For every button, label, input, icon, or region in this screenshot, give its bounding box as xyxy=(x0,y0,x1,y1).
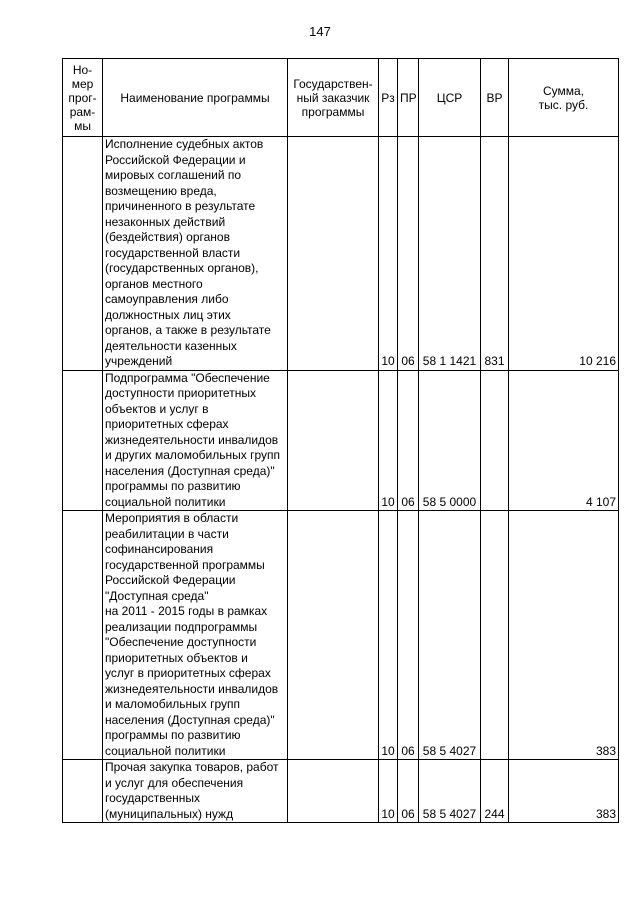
cell-csr: 58 1 1421 xyxy=(419,137,481,371)
page-number: 147 xyxy=(309,24,331,39)
cell-pr: 06 xyxy=(398,760,419,823)
cell-sum: 383 xyxy=(509,760,619,823)
cell-csr: 58 5 4027 xyxy=(419,511,481,760)
cell-pr: 06 xyxy=(398,370,419,511)
cell-csr: 58 5 0000 xyxy=(419,370,481,511)
cell-program-number xyxy=(63,511,103,760)
table-row xyxy=(63,370,619,511)
header-vr: ВР xyxy=(481,59,509,137)
cell-vr: 244 xyxy=(481,760,509,823)
cell-state-customer xyxy=(288,137,379,371)
cell-vr: 831 xyxy=(481,137,509,371)
cell-sum: 383 xyxy=(509,511,619,760)
cell-program-number xyxy=(63,370,103,511)
cell-sum: 4 107 xyxy=(509,370,619,511)
header-rz: Рз xyxy=(379,59,398,137)
cell-program-name: Прочая закупка товаров, работ и услуг для обеспечения государственных (муниципальных) нужд xyxy=(103,760,288,823)
cell-rz: 10 xyxy=(379,370,398,511)
cell-rz: 10 xyxy=(379,760,398,823)
cell-program-name: Исполнение судебных актов Российской Федерации и мировых соглашений по возмещению вреда, причиненного в результате незаконных действий (бездействия) органов государственной власти (государственных органов), органов местного самоуправления либо должностных лиц этих органов, а также в результате деятельности казенных учреждений xyxy=(103,137,288,371)
cell-vr xyxy=(481,370,509,511)
header-csr: ЦСР xyxy=(419,59,481,137)
cell-state-customer xyxy=(288,511,379,760)
cell-pr: 06 xyxy=(398,137,419,371)
cell-program-name: Подпрограмма "Обеспечение доступности приоритетных объектов и услуг в приоритетных сферах жизнедеятельности инвалидов и других маломобильных групп населения (Доступная среда)" программы по развитию социальной политики xyxy=(103,370,288,511)
cell-state-customer xyxy=(288,370,379,511)
cell-csr: 58 5 4027 xyxy=(419,760,481,823)
cell-program-number xyxy=(63,760,103,823)
header-sum: Сумма, тыс. руб. xyxy=(509,59,619,137)
cell-state-customer xyxy=(288,760,379,823)
header-program-name: Наименование программы xyxy=(103,59,288,137)
header-pr: ПР xyxy=(398,59,419,137)
table-row xyxy=(63,511,619,760)
table-row xyxy=(63,760,619,823)
table-row xyxy=(63,137,619,371)
cell-program-name: Мероприятия в области реабилитации в части софинансирования государственной программы Российской Федерации "Доступная среда" на 2011 - 2015 годы в рамках реализации подпрограммы "Обеспечение доступности приоритетных объектов и услуг в приоритетных сферах жизнедеятельности инвалидов и маломобильных групп населения (Доступная среда)" программы по развитию социальной политики xyxy=(103,511,288,760)
header-row xyxy=(63,59,619,137)
header-program-number: Но- мер прог- рам- мы xyxy=(63,59,103,137)
cell-vr xyxy=(481,511,509,760)
cell-sum: 10 216 xyxy=(509,137,619,371)
cell-rz: 10 xyxy=(379,511,398,760)
budget-table xyxy=(62,58,619,823)
cell-rz: 10 xyxy=(379,137,398,371)
cell-pr: 06 xyxy=(398,511,419,760)
header-state-customer: Государствен- ный заказчик программы xyxy=(288,59,379,137)
cell-program-number xyxy=(63,137,103,371)
